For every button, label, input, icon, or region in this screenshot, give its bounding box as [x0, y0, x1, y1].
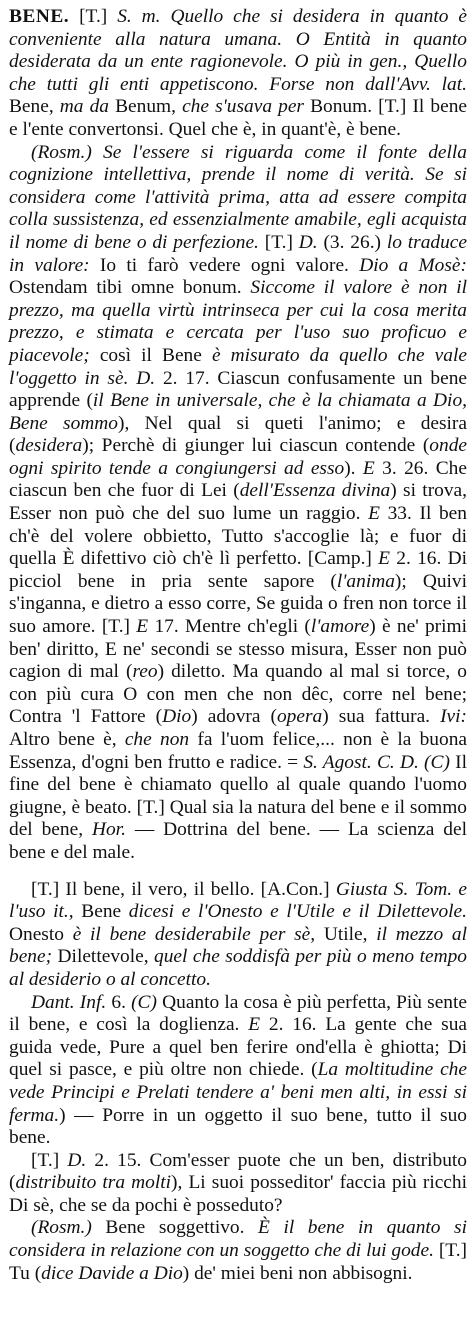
roman-text: Bene,: [9, 96, 60, 118]
roman-text: Il bene e l'ente convertonsi. Quel che è, in quant'è, è bene.: [9, 96, 467, 140]
italic-text: è misurato da quello che vale l'oggetto in sè. D.: [9, 344, 467, 389]
italic-text: (Rosm.): [31, 141, 103, 163]
entry-definition: [9, 6, 467, 142]
roman-text: ) è ne' primi ben' diritto, E ne' secondi se stesso misura, Esser non può cagion di mal (: [9, 616, 467, 683]
italic-text: (Rosm.): [31, 1217, 106, 1239]
roman-text: ) de' miei beni non abbisogni.: [182, 1262, 413, 1284]
italic-text: il Bene in universale, che è la chiamata a Dio, Bene sommo: [9, 390, 467, 434]
roman-text: ); Perchè di giunger lui ciascun contende (: [82, 435, 430, 457]
italic-text: Giusta S. Tom. e l'uso it.,: [9, 878, 467, 923]
roman-text: 6.: [111, 991, 132, 1013]
italic-text: che non: [124, 729, 198, 750]
roman-text: ); Quivi s'inganna, e dietro a esso corre, Se guida o fren non torce il suo amore.: [9, 570, 467, 638]
roman-text: Tu (: [9, 1262, 42, 1284]
italic-text: D.: [67, 1149, 95, 1171]
paragraph-beauty-truth: [9, 879, 467, 992]
italic-text: ma da: [59, 96, 116, 118]
italic-text: opera: [276, 706, 323, 728]
paragraph-rosmini-definition: [9, 142, 467, 865]
italic-text: quel che soddisfà per più o meno tempo al desiderio o al concetto.: [9, 946, 467, 990]
roman-text: fa l'uom felice,... non è la buona Essenza, d'ogni ben frutto e radice. =: [9, 729, 467, 773]
roman-text: Utile,: [323, 923, 377, 945]
roman-text: ) adovra (: [191, 706, 277, 728]
roman-text: così il Bene: [99, 344, 212, 366]
roman-text: 2. 16. La gente che sua guida vede, Pure a quel ben ferire ond'ella è ghiotta; Di quel si pasce, e più oltre non chiede. (: [9, 1014, 468, 1081]
italic-text: Dio a Mosè:: [359, 254, 467, 276]
italic-text: dell'Essenza divina: [239, 480, 391, 502]
roman-text: Il bene, il vero, il bello. [A.Con.]: [65, 878, 336, 900]
italic-text: l'amore: [310, 616, 370, 638]
italic-text: lo traduce in valore:: [9, 231, 468, 276]
italic-text: è il bene desiderabile per sè,: [72, 923, 324, 945]
source-tag: [T.]: [31, 878, 66, 900]
italic-text: reo: [132, 661, 158, 683]
roman-text: ), Li suoi posseditor' faccia più ricchi Di sè, che se da pochi è posseduto?: [9, 1172, 467, 1216]
italic-text: È il bene in quanto si considera in relazione con un soggetto che di lui gode.: [9, 1217, 467, 1262]
roman-text: Altro bene è,: [9, 729, 125, 750]
italic-text: S. m. Quello che si desidera in quanto è conveniente alla natura umana. O Entità in quanto desiderata da un ente ragionevole. O più in gen., Quello che tutti gli enti appetiscono. Forse non dall'Avv. lat.: [9, 6, 468, 95]
source-tag: [T.]: [438, 1240, 467, 1262]
roman-text: Io ti farò vedere ogni valore.: [99, 254, 360, 276]
paragraph-dante-inferno: [9, 992, 467, 1150]
roman-text: Benum,: [115, 96, 183, 118]
roman-text: Bene: [81, 901, 129, 923]
italic-text: E: [136, 616, 155, 638]
italic-text: Se l'essere si riguarda come il fonte della cognizione intellettiva, prende il nome di verità. Se si considera come l'attività prima, atta ad essere compita colla sussistenza, ed essenzialmente amabile, egli acquista il nome di bene o di perfezione.: [9, 141, 467, 253]
italic-text: E: [248, 1014, 269, 1036]
roman-text: Bene soggettivo.: [105, 1217, 259, 1239]
source-tag: [T.]: [378, 96, 413, 118]
italic-text: (C): [131, 991, 163, 1013]
roman-text: (3. 26.): [323, 231, 387, 253]
roman-text: Ostendam tibi omne bonum.: [9, 277, 251, 299]
source-tag: [T.]: [136, 796, 170, 818]
italic-text: D.: [298, 231, 324, 253]
italic-text: Siccome il valore è non il prezzo, ma quella virtù intrinseca per cui la cosa merita prezzo, e stimata e cercata per l'uso suo proficuo e piacevole;: [9, 277, 467, 366]
roman-text: Quanto la cosa è più perfetta, Più sente il bene, e così la doglienza.: [9, 991, 468, 1036]
paragraph-dante-distribution: [9, 1150, 467, 1218]
italic-text: che s'usava per: [182, 96, 311, 118]
entry-headword: BENE.: [9, 6, 70, 27]
italic-text: La moltitudine che vede Principi e Prelati tendere a' beni men alti, in essi si ferma.: [9, 1059, 467, 1126]
source-tag: [T.]: [79, 6, 118, 27]
italic-text: Dant. Inf.: [31, 991, 112, 1013]
roman-text: 2. 15. Com'esser puote che un ben, distributo (: [9, 1149, 468, 1194]
paragraph-body: [9, 6, 467, 140]
italic-text: onde ogni spirito tende a congiungersi ad esso: [9, 435, 467, 479]
source-tag: [T.]: [101, 616, 137, 638]
italic-text: dicesi e l'Onesto e l'Utile e il Dilettevole.: [128, 901, 467, 923]
italic-text: S. Agost. C. D. (C): [303, 751, 456, 773]
italic-text: il mezzo al bene;: [9, 923, 467, 968]
roman-text: ) — Porre in un oggetto il suo bene, tutto il suo bene.: [9, 1104, 467, 1149]
italic-text: Ivi:: [440, 706, 467, 728]
paragraph-subjective-good: [9, 1217, 467, 1285]
roman-text: 2. 16. Di picciol bene in pria sente sapore (: [9, 548, 467, 592]
italic-text: dice Davide a Dio: [41, 1262, 183, 1284]
roman-text: ) sua fattura.: [322, 706, 441, 728]
roman-text: 17. Mentre ch'egli (: [154, 616, 311, 638]
roman-text: ).: [344, 457, 363, 479]
italic-text: E: [378, 548, 397, 570]
source-tag: [T.]: [31, 1149, 68, 1171]
italic-text: E: [362, 457, 383, 479]
roman-text: ) diletto. Ma quando al mal si torce, o con più cura O con men che non dêc, corre nel bene; Contra 'l Fattore (: [9, 661, 467, 728]
roman-text: Onesto: [9, 923, 73, 945]
roman-text: Dilettevole,: [57, 946, 155, 968]
italic-text: l'anima: [336, 570, 395, 592]
italic-text: Dio: [162, 706, 192, 728]
roman-text: 2. 17. Ciascun confusamente un bene apprende (: [9, 367, 467, 412]
italic-text: E: [368, 503, 388, 525]
roman-text: Bonum.: [310, 96, 379, 118]
roman-text: Il fine del bene è chiamato quello al quale quando l'uomo giugne, è beato.: [9, 751, 467, 818]
italic-text: desidera: [15, 435, 83, 457]
italic-text: distribuito tra molti: [15, 1172, 172, 1194]
roman-text: Qual sia la natura del bene e il sommo del bene,: [9, 796, 468, 841]
roman-text: — Dottrina del bene. — La scienza del bene e del male.: [9, 819, 467, 863]
roman-text: ) si trova, Esser non può che del suo lume un raggio.: [9, 480, 467, 525]
italic-text: Hor.: [91, 819, 135, 841]
source-tag: [T.]: [264, 231, 299, 253]
roman-text: 33. Il ben ch'è del volere obbietto, Tutto s'accoglie là; e fuor di quella È difettivo ciò ch'è lì perfetto. [Camp.]: [9, 503, 467, 570]
roman-text: 3. 26. Che ciascun ben che fuor di Lei (: [9, 457, 467, 502]
roman-text: ), Nel qual si queti l'animo; e desira (: [9, 412, 467, 457]
